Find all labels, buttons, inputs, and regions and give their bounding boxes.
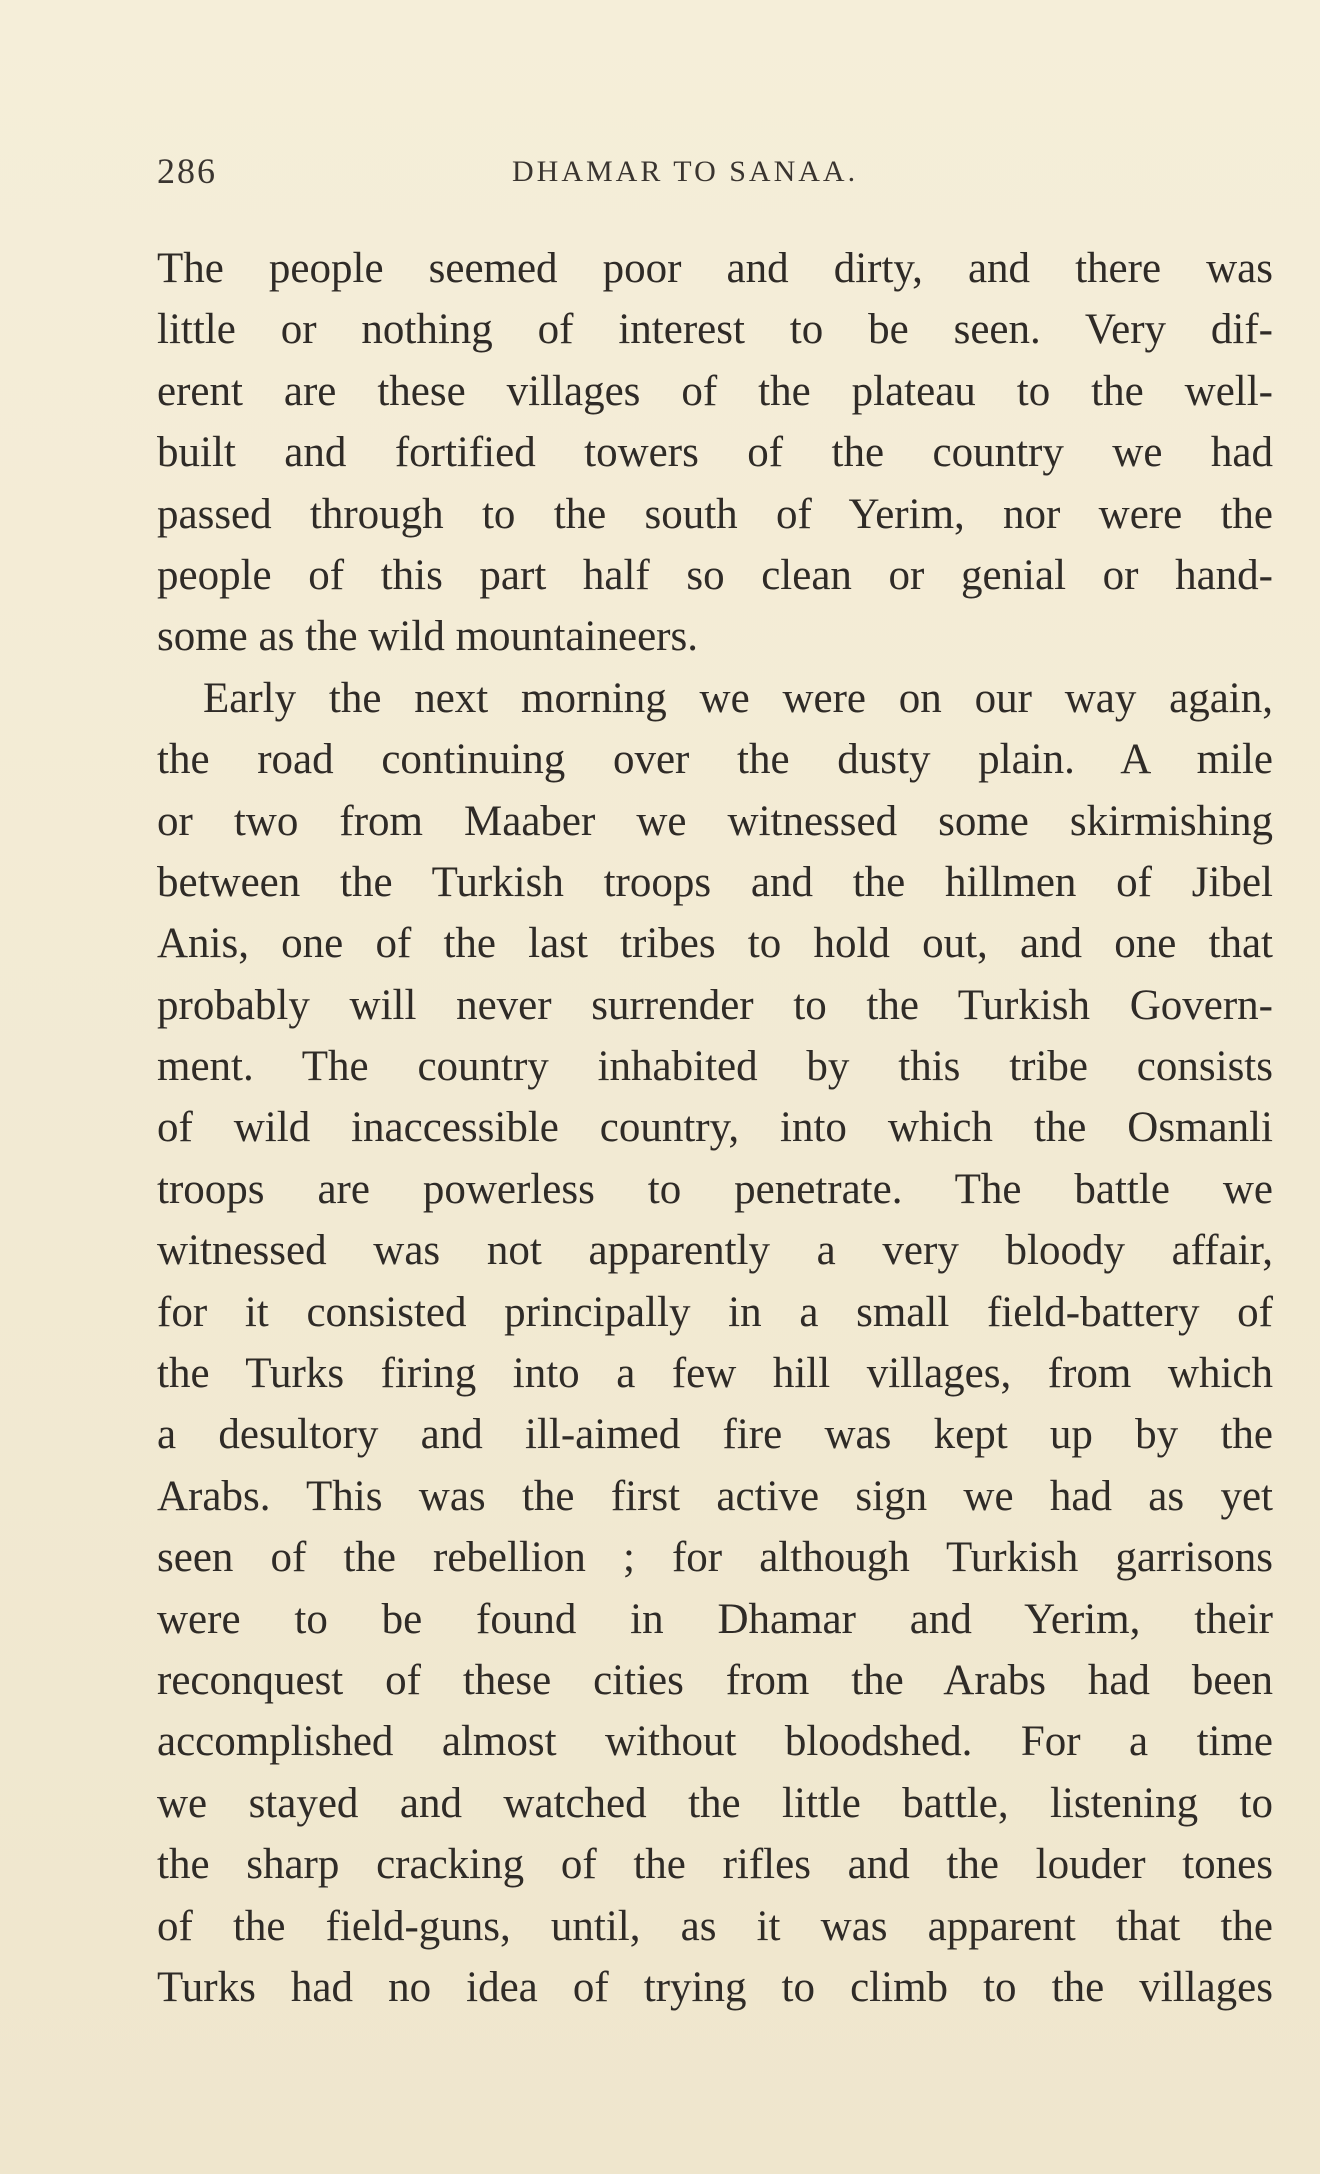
text-line: little or nothing of interest to be seen. Very dif- <box>157 306 1273 354</box>
text-line: reconquest of these cities from the Arabs had been <box>157 1656 1273 1704</box>
text-line: or two from Maaber we witnessed some skirmishing <box>157 797 1273 845</box>
text-line: troops are powerless to penetrate. The battle we <box>157 1165 1273 1213</box>
text-line: people of this part half so clean or genial or hand- <box>157 551 1273 599</box>
text-line: the sharp cracking of the rifles and the louder tones <box>157 1841 1273 1889</box>
text-line: seen of the rebellion ; for although Turkish garrisons <box>157 1534 1273 1582</box>
text-line: the Turks firing into a few hill villages, from which <box>157 1350 1273 1398</box>
text-line: The people seemed poor and dirty, and there was <box>157 245 1273 292</box>
text-line: between the Turkish troops and the hillmen of Jibel <box>157 858 1273 906</box>
body-text <box>157 238 1273 2018</box>
text-line: a desultory and ill-aimed fire was kept up by the <box>157 1411 1273 1459</box>
text-line: Early the next morning we were on our way again, <box>203 674 1273 722</box>
text-line: witnessed was not apparently a very bloody affair, <box>157 1227 1273 1275</box>
text-line: Anis, one of the last tribes to hold out, and one that <box>157 920 1273 968</box>
text-line: some as the wild mountaineers. <box>157 613 698 661</box>
text-line: Arabs. This was the first active sign we had as yet <box>157 1472 1273 1520</box>
text-line: the road continuing over the dusty plain. A mile <box>157 736 1273 784</box>
text-line: Turks had no idea of trying to climb to the villages <box>157 1963 1273 2011</box>
text-line: ment. The country inhabited by this tribe consists <box>157 1043 1273 1091</box>
page-number: 286 <box>157 151 217 191</box>
running-head <box>157 150 1277 200</box>
text-line: accomplished almost without bloodshed. For a time <box>157 1718 1273 1766</box>
text-line: erent are these villages of the plateau to the well- <box>157 367 1273 415</box>
text-line: for it consisted principally in a small field-battery of <box>157 1288 1273 1336</box>
text-line: probably will never surrender to the Turkish Govern- <box>157 981 1273 1029</box>
running-title: DHAMAR TO SANAA. <box>512 155 859 188</box>
text-line: were to be found in Dhamar and Yerim, their <box>157 1595 1273 1643</box>
text-line: passed through to the south of Yerim, nor were the <box>157 490 1273 538</box>
text-line: of the field-guns, until, as it was apparent that the <box>157 1902 1273 1950</box>
text-line: built and fortified towers of the country we had <box>157 429 1273 477</box>
text-line: of wild inaccessible country, into which the Osmanli <box>157 1104 1273 1152</box>
text-line: we stayed and watched the little battle, listening to <box>157 1779 1273 1827</box>
